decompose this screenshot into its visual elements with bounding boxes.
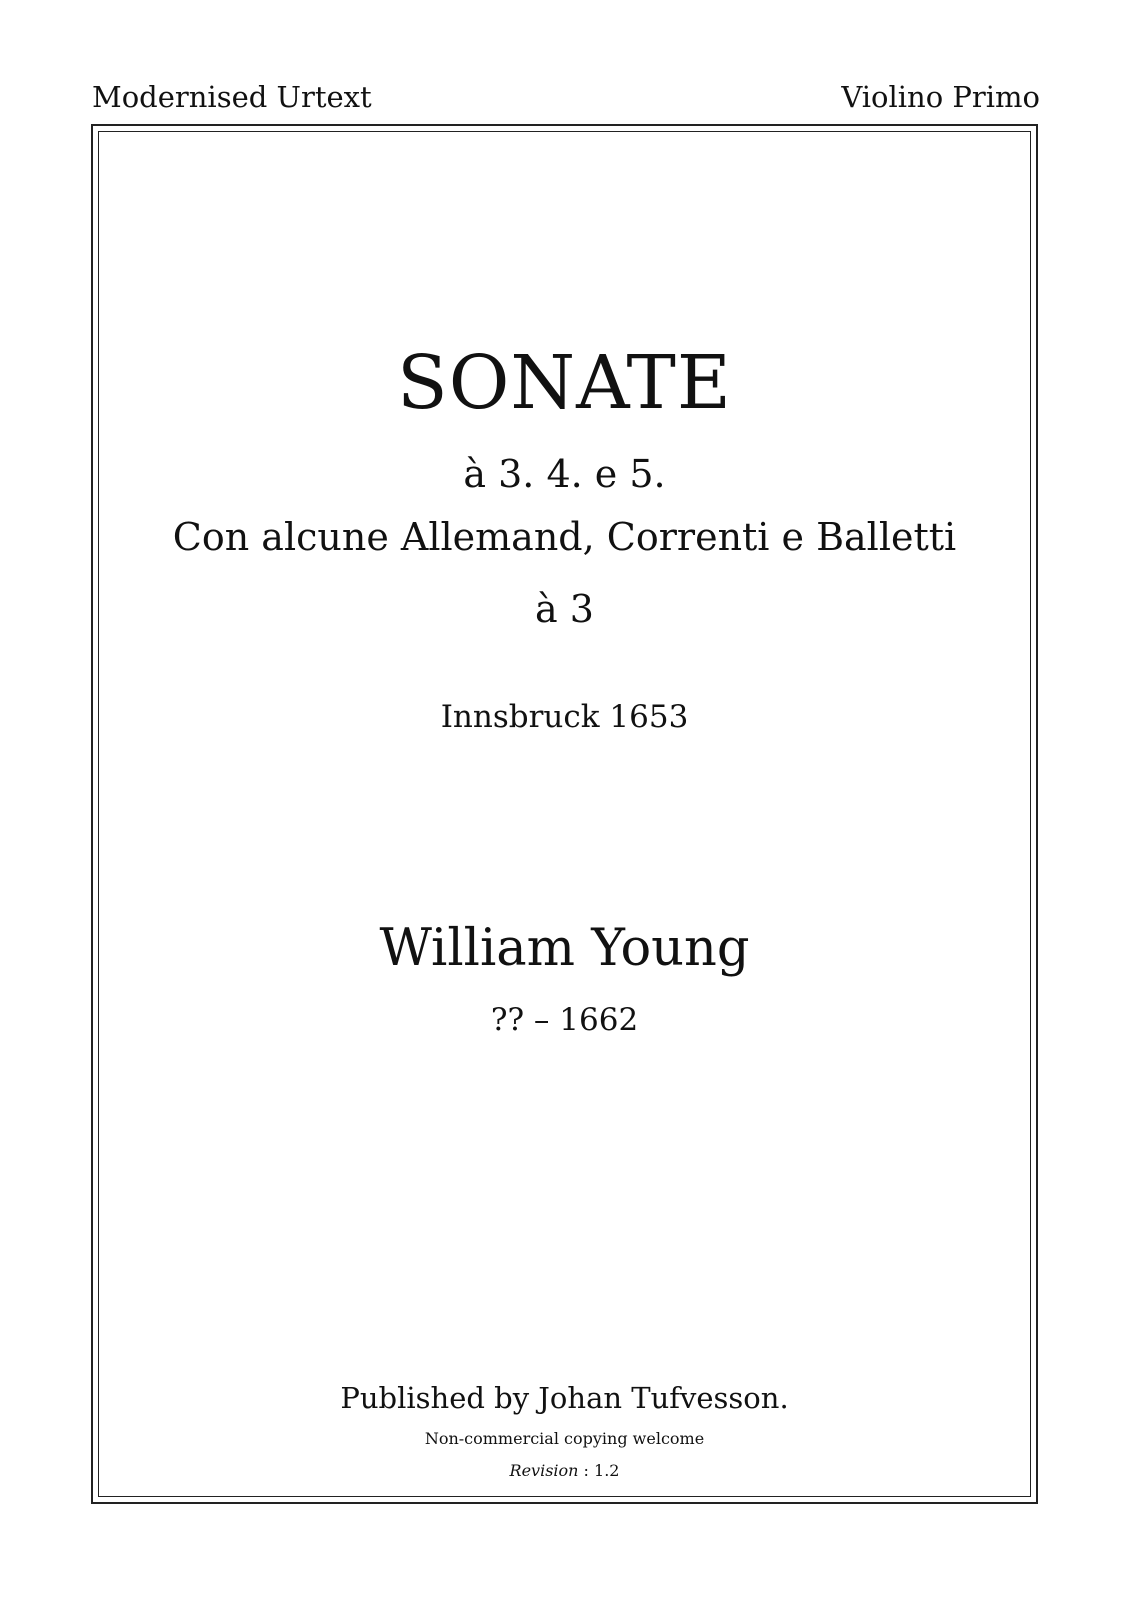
publication-place-year: Innsbruck 1653 xyxy=(440,699,689,735)
revision-separator: : xyxy=(578,1461,595,1480)
subtitle-dances: Con alcune Allemand, Correnti e Balletti xyxy=(172,515,957,559)
revision-line xyxy=(98,1460,1031,1482)
page-frame-inner xyxy=(98,131,1031,1497)
revision-value: 1.2 xyxy=(594,1461,620,1480)
revision-label: Revision xyxy=(509,1461,579,1480)
composer-lifespan: ?? – 1662 xyxy=(490,1002,639,1038)
copying-note: Non-commercial copying welcome xyxy=(424,1429,705,1448)
subtitle-dances-voicing: à 3 xyxy=(535,587,594,631)
page-title: SONATE xyxy=(397,340,732,426)
header-part-label: Violino Primo xyxy=(841,80,1040,114)
header-edition-label: Modernised Urtext xyxy=(92,80,372,114)
composer-name: William Young xyxy=(379,919,750,978)
publisher-line: Published by Johan Tufvesson. xyxy=(340,1381,789,1415)
subtitle-voicing: à 3. 4. e 5. xyxy=(463,452,666,496)
